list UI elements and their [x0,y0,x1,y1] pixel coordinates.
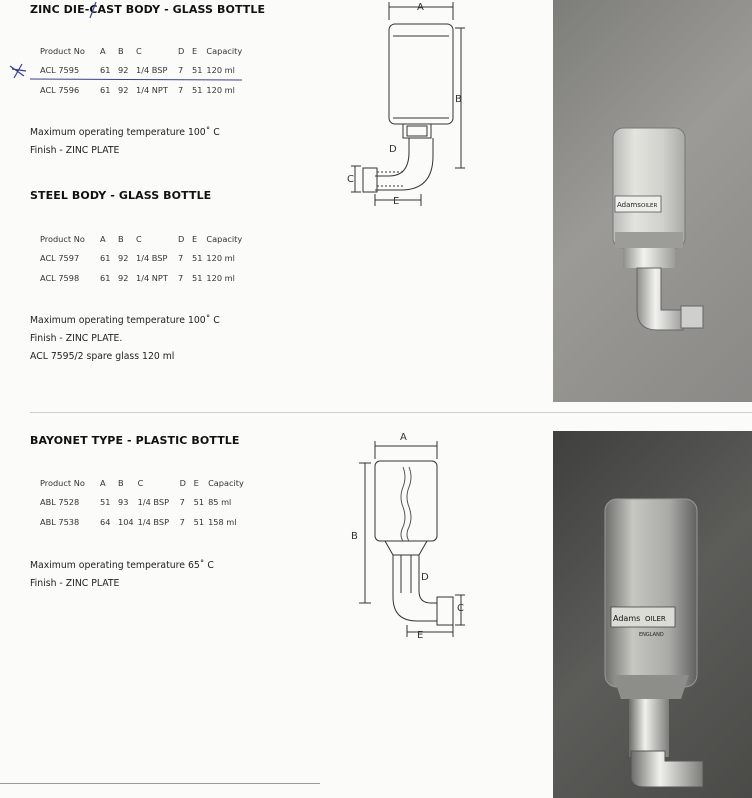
cell-e: 51 [192,253,203,263]
note-line: ACL 7595/2 spare glass 120 ml [30,351,175,362]
cell-capacity: 120 ml [206,273,235,283]
cell-a: 61 [100,273,111,283]
cell-b: 93 [118,497,129,507]
cell-d: 7 [179,497,185,507]
technical-drawing-bayonet-oiler [345,425,470,640]
table-header-row [40,230,246,248]
col-header-capacity: Capacity [206,46,243,56]
bottom-rule [0,783,320,784]
table-row [40,492,248,512]
photo-product-label: OILER [645,615,666,623]
col-header-c: C [136,234,142,244]
cell-e: 51 [192,65,203,75]
section-title-steel: STEEL BODY - GLASS BOTTLE [30,189,212,202]
spec-table-steel [40,230,246,288]
cell-capacity: 158 ml [208,517,237,527]
cell-product: ACL 7595 [40,65,80,75]
section-divider [30,412,752,413]
cell-c: 1/4 BSP [137,517,170,527]
col-header-e: E [192,46,198,56]
col-header-a: A [100,46,106,56]
cell-a: 51 [100,497,111,507]
cell-a: 64 [100,517,111,527]
dim-label-b: B [351,531,358,542]
col-header-e: E [193,478,199,488]
cell-c: 1/4 BSP [136,253,168,263]
table-header-row [40,474,248,492]
dim-label-e: E [393,196,400,207]
cell-d: 7 [178,65,184,75]
notes-zinc [30,124,220,160]
cell-b: 104 [118,517,134,527]
cell-capacity: 85 ml [208,497,232,507]
col-header-c: C [136,46,142,56]
cell-e: 51 [192,273,203,283]
cell-product: ACL 7598 [40,273,80,283]
table-row [40,512,248,532]
cell-d: 7 [178,253,184,263]
cell-product: ABL 7538 [40,517,80,527]
col-header-capacity: Capacity [208,478,244,488]
table-row [40,268,246,288]
spec-table-bayonet [40,474,248,532]
cell-d: 7 [178,273,184,283]
cell-d: 7 [178,85,184,95]
photo-brand-label: Adams [613,614,641,623]
col-header-d: D [178,46,185,56]
cell-b: 92 [118,253,129,263]
col-header-product: Product No [40,478,85,488]
product-photo-glass-oiler [553,0,752,402]
cell-b: 92 [118,273,129,283]
notes-steel [30,312,220,366]
cell-e: 51 [192,85,203,95]
col-header-a: A [100,478,106,488]
table-row [40,248,246,268]
note-line: Maximum operating temperature 65˚ C [30,560,214,571]
dim-label-e: E [417,630,424,640]
col-header-d: D [178,234,185,244]
col-header-product: Product No [40,46,85,56]
cell-a: 61 [100,85,111,95]
table-row [40,80,246,100]
col-header-a: A [100,234,106,244]
product-photo-bayonet-oiler [553,431,752,798]
dim-label-d: D [389,144,397,155]
cell-e: 51 [193,517,205,527]
technical-drawing-glass-oiler [345,0,475,215]
photo-origin-label: ENGLAND [639,632,664,638]
cell-product: ACL 7596 [40,85,80,95]
col-header-product: Product No [40,234,85,244]
note-line: Finish - ZINC PLATE. [30,333,123,344]
cell-capacity: 120 ml [206,253,235,263]
dim-label-a: A [400,432,407,443]
col-header-capacity: Capacity [206,234,243,244]
cell-capacity: 120 ml [206,85,235,95]
note-line: Finish - ZINC PLATE [30,578,120,589]
notes-bayonet [30,557,214,593]
col-header-b: B [118,478,124,488]
cell-capacity: 120 ml [206,65,235,75]
cell-product: ABL 7528 [40,497,80,507]
cell-a: 61 [100,253,111,263]
col-header-d: D [179,478,186,488]
col-header-e: E [192,234,198,244]
dim-label-c: C [347,174,354,185]
note-line: Maximum operating temperature 100˚ C [30,127,220,138]
table-header-row [40,42,246,60]
cell-c: 1/4 NPT [136,273,168,283]
col-header-b: B [118,46,124,56]
cell-d: 7 [179,517,185,527]
cell-c: 1/4 BSP [136,65,168,75]
cell-b: 92 [118,65,129,75]
photo-product-label: OILER [641,203,658,209]
col-header-b: B [118,234,124,244]
col-header-c: C [137,478,144,488]
dim-label-c: C [457,603,464,614]
dim-label-b: B [455,94,462,105]
handwritten-mark-icon [6,60,246,82]
cell-c: 1/4 NPT [136,85,168,95]
note-line: Finish - ZINC PLATE [30,145,120,156]
cell-product: ACL 7597 [40,253,80,263]
note-line: Maximum operating temperature 100˚ C [30,315,220,326]
pen-stroke-icon [86,0,100,20]
cell-c: 1/4 BSP [137,497,170,507]
cell-e: 51 [193,497,205,507]
photo-brand-label: Adams [617,201,641,209]
section-title-zinc: ZINC DIE-CAST BODY - GLASS BOTTLE [30,3,266,16]
cell-b: 92 [118,85,129,95]
dim-label-a: A [417,2,424,13]
section-title-bayonet: BAYONET TYPE - PLASTIC BOTTLE [30,434,240,447]
dim-label-d: D [421,572,429,583]
cell-a: 61 [100,65,111,75]
